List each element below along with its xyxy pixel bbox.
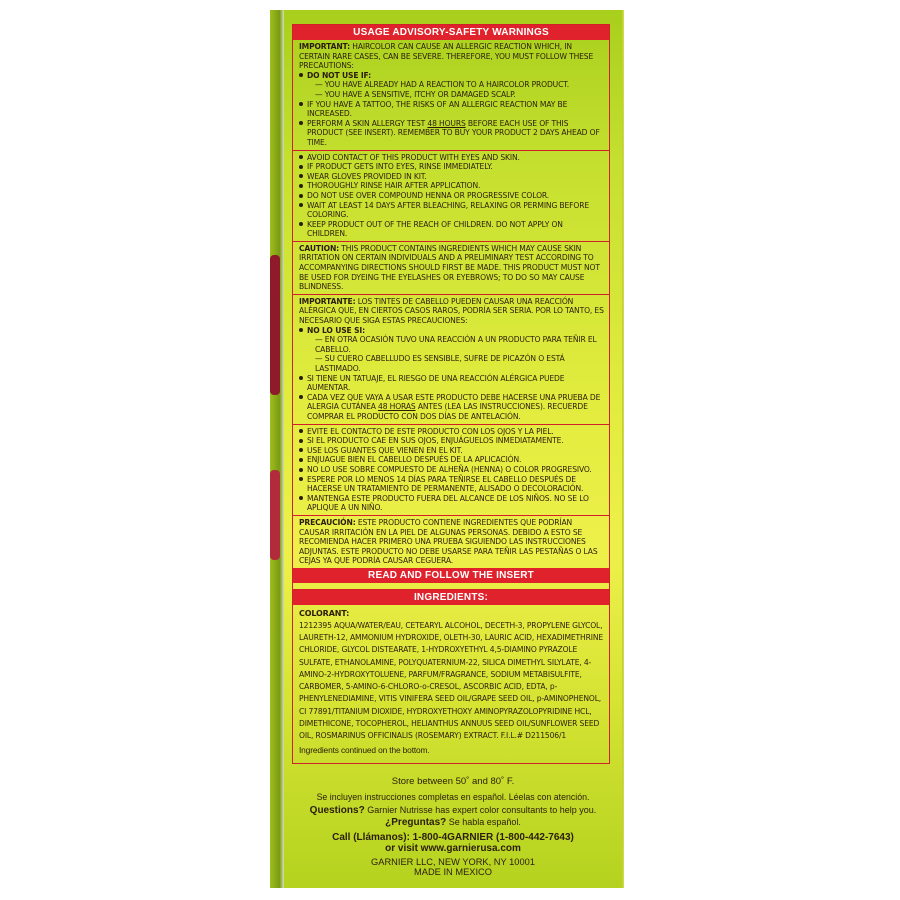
call-line: Call (Llámanos): 1-800-4GARNIER (1-800-442-7643): [332, 832, 574, 843]
es-do-not-use-item: [299, 326, 604, 336]
en-precaution-item: [299, 181, 604, 191]
es-sub-item: — EN OTRA OCASIÓN TUVO UNA REACCIÓN A UN PRODUCTO PARA TEÑIR EL CABELLO.: [315, 335, 597, 354]
bullet-icon: [299, 73, 303, 77]
bullet-icon: [299, 395, 303, 399]
es-important-intro: [299, 297, 604, 326]
en-important-text: HAIRCOLOR CAN CAUSE AN ALLERGIC REACTION WHICH, IN CERTAIN RARE CASES, CAN BE SEVERE. THEREFORE, YOU MUST FOLLOW THESE PRECAUTIONS:: [299, 42, 594, 71]
es-precaution-text: EVITE EL CONTACTO DE ESTE PRODUCTO CON LOS OJOS Y LA PIEL.: [307, 426, 554, 436]
bullet-icon: [299, 184, 303, 188]
en-precautions-section: [293, 151, 609, 242]
es-precaution-item: [299, 455, 604, 465]
es-test-hours: 48 HORAS: [378, 402, 416, 412]
bullet-icon: [299, 376, 303, 380]
es-precaution-text: USE LOS GUANTES QUE VIENEN EN EL KIT.: [307, 445, 463, 455]
colorant-label: COLORANT:: [299, 608, 350, 618]
es-precautions-section: [293, 425, 609, 516]
en-sub-item: — YOU HAVE A SENSITIVE, ITCHY OR DAMAGED SCALP.: [315, 89, 516, 99]
es-skin-test-item: [299, 393, 604, 422]
es-caution-text: ESTE PRODUCTO CONTIENE INGREDIENTES QUE PODRÍAN CAUSAR IRRITACIÓN EN LA PIEL DE ALGUNAS PERSONAS. DEBIDO A ESTO SE RECOMIENDA HACER PRIMERO UNA PRUEBA SIGUIENDO LAS INSTRUCCIONES ADJUNTAS. ESTE PRODUCTO NO DEBE USARSE PARA TEÑIR LAS PESTAÑAS O LAS CEJAS YA QUE PODRÍA CAUSAR CEGUERA.: [299, 517, 598, 566]
es-precaution-item: [299, 446, 604, 456]
footer-block: [284, 776, 622, 877]
bullet-icon: [299, 203, 303, 207]
en-caution-label: CAUTION:: [299, 243, 340, 253]
en-precaution-item: [299, 153, 604, 163]
en-precaution-text: AVOID CONTACT OF THIS PRODUCT WITH EYES AND SKIN.: [307, 152, 520, 162]
bullet-icon: [299, 429, 303, 433]
warnings-frame: [292, 24, 610, 764]
en-sub-item: — YOU HAVE ALREADY HAD A REACTION TO A HAIRCOLOR PRODUCT.: [315, 80, 570, 90]
bullet-icon: [299, 102, 303, 106]
es-precaution-text: NO LO USE SOBRE COMPUESTO DE ALHEÑA (HENNA) O COLOR PROGRESIVO.: [307, 464, 592, 474]
en-test-pre: PERFORM A SKIN ALLERGY TEST: [307, 118, 428, 128]
es-precaution-item: [299, 475, 604, 494]
en-precaution-text: DO NOT USE OVER COMPOUND HENNA OR PROGRESSIVE COLOR.: [307, 190, 550, 200]
en-precaution-item: [299, 220, 604, 239]
ingredients-section: [293, 605, 609, 758]
ingredients-continued: Ingredients continued on the bottom.: [299, 745, 430, 756]
es-tattoo-text: SI TIENE UN TATUAJE, EL RIESGO DE UNA REACCIÓN ALÉRGICA PUEDE AUMENTAR.: [307, 373, 565, 393]
bullet-icon: [299, 477, 303, 481]
es-precaution-text: MANTENGA ESTE PRODUCTO FUERA DEL ALCANCE DE LOS NIÑOS. NO SE LO APLIQUE A UN NIÑO.: [307, 493, 589, 513]
en-precaution-text: IF PRODUCT GETS INTO EYES, RINSE IMMEDIATELY.: [307, 162, 493, 172]
bullet-icon: [299, 448, 303, 452]
en-tattoo-text: IF YOU HAVE A TATTOO, THE RISKS OF AN ALLERGIC REACTION MAY BE INCREASED.: [307, 99, 568, 119]
preguntas-text: Se habla español.: [446, 817, 521, 827]
spanish-instructions-note: Se incluyen instrucciones completas en español. Léelas con atención.: [316, 792, 590, 802]
questions-text: Garnier Nutrisse has expert color consultants to help you.: [364, 805, 597, 815]
en-precaution-text: THOROUGHLY RINSE HAIR AFTER APPLICATION.: [307, 181, 481, 191]
es-important-label: IMPORTANTE:: [299, 296, 356, 306]
en-precaution-item: [299, 191, 604, 201]
storage-note: Store between 50˚ and 80˚ F.: [391, 776, 515, 787]
es-caution-label: PRECAUCIÓN:: [299, 517, 356, 527]
warnings-header: USAGE ADVISORY-SAFETY WARNINGS: [293, 25, 609, 40]
bullet-icon: [299, 222, 303, 226]
en-skin-test-item: [299, 119, 604, 148]
package-side-panel: [284, 10, 622, 888]
package-edge-red-mark: [270, 255, 280, 395]
es-precaution-item: [299, 465, 604, 475]
visit-line: or visit www.garnierusa.com: [385, 843, 521, 854]
bullet-icon: [299, 496, 303, 500]
bullet-icon: [299, 328, 303, 332]
bullet-icon: [299, 458, 303, 462]
bullet-icon: [299, 194, 303, 198]
en-important-label: IMPORTANT:: [299, 42, 351, 51]
es-test-pre: CADA VEZ QUE VAYA A USAR ESTE PRODUCTO DEBE HACERSE UNA PRUEBA DE ALERGIA CUTÁNEA: [307, 392, 601, 412]
es-precaution-item: [299, 436, 604, 446]
en-important-intro: [299, 42, 604, 71]
es-precaution-item: [299, 494, 604, 513]
es-precaution-text: ESPERE POR LO MENOS 14 DÍAS PARA TEÑIRSE EL CABELLO DESPUÉS DE HACERSE UN TRATAMIENTO DE PERMANENTE, ALISADO O DECOLORACIÓN.: [307, 474, 584, 494]
es-tattoo-item: [299, 374, 604, 393]
es-test-post: ANTES (LEA LAS INSTRUCCIONES). RECUERDE COMPRAR EL PRODUCTO CON DOS DÍAS DE ANTELACIÓN.: [307, 402, 588, 421]
ingredients-list: 1212395 AQUA/WATER/EAU, CETEARYL ALCOHOL, DECETH-3, PROPYLENE GLYCOL, LAURETH-12, AMMONIUM HYDROXIDE, OLETH-30, LAURIC ACID, HEXADIMETHRINE CHLORIDE, GLYCOL DISTEARATE, 1-HYDROXYETHYL 4,5-DIAMINO PYRAZOLE SULFATE, ETHANOLAMINE, POLYQUATERNIUM-22, SILICA DIMETHYL SILYLATE, 4-AMINO-2-HYDROXYTOLUENE, PARFUM/FRAGRANCE, SODIUM METABISULFITE, CARBOMER, 5-AMINO-6-CHLORO-o-CRESOL, ASCORBIC ACID, EDTA, p-PHENYLENEDIAMINE, VITIS VINIFERA SEED OIL/GRAPE SEED OIL, p-AMINOPHENOL, CI 77891/TITANIUM DIOXIDE, HYDROXYETHOXY AMINOPYRAZOLOPYRIDINE HCL, DIMETHICONE, TOCOPHEROL, HELIANTHUS ANNUUS SEED OIL/SUNFLOWER SEED OIL, ROSMARINUS OFFICINALIS (ROSEMARY) EXTRACT. F.I.L.# D211506/1: [299, 621, 603, 740]
es-do-not-use-label: NO LO USE SI:: [307, 325, 365, 335]
preguntas-line: [284, 817, 622, 828]
made-in-line: MADE IN MEXICO: [414, 867, 492, 877]
ingredients-header: INGREDIENTS:: [293, 589, 609, 605]
es-precaution-item: [299, 427, 604, 437]
questions-label: Questions?: [309, 805, 365, 816]
en-precaution-text: KEEP PRODUCT OUT OF THE REACH OF CHILDREN. DO NOT APPLY ON CHILDREN.: [307, 219, 563, 239]
en-precaution-text: WAIT AT LEAST 14 DAYS AFTER BLEACHING, RELAXING OR PERMING BEFORE COLORING.: [307, 200, 589, 220]
questions-line: [284, 805, 622, 816]
bullet-icon: [299, 468, 303, 472]
company-line: GARNIER LLC, NEW YORK, NY 10001: [371, 857, 535, 867]
bullet-icon: [299, 165, 303, 169]
es-important-section: [293, 295, 609, 425]
es-precaution-text: ENJUAGUE BIEN EL CABELLO DESPUÉS DE LA APLICACIÓN.: [307, 455, 522, 465]
bullet-icon: [299, 155, 303, 159]
en-precaution-item: [299, 162, 604, 172]
es-important-text: LOS TINTES DE CABELLO PUEDEN CAUSAR UNA REACCIÓN ALÉRGICA QUE, EN CIERTOS CASOS RAROS, PODRÍA SER SERIA. POR LO TANTO, ES NECESARIO QUE SIGA ESTAS PRECAUCIONES:: [299, 296, 604, 326]
es-precaution-text: SI EL PRODUCTO CAE EN SUS OJOS, ENJUÁGUELOS INMEDIATAMENTE.: [307, 436, 564, 446]
bullet-icon: [299, 174, 303, 178]
en-test-hours: 48 HOURS: [427, 118, 466, 128]
en-precaution-text: WEAR GLOVES PROVIDED IN KIT.: [307, 171, 427, 181]
en-do-not-use-item: [299, 71, 604, 81]
read-insert-banner: READ AND FOLLOW THE INSERT: [293, 568, 609, 583]
es-sub-item: — SU CUERO CABELLUDO ES SENSIBLE, SUFRE DE PICAZÓN O ESTÁ LASTIMADO.: [315, 354, 565, 373]
en-important-section: [293, 40, 609, 151]
en-precaution-item: [299, 172, 604, 182]
en-tattoo-item: [299, 100, 604, 119]
bullet-icon: [299, 439, 303, 443]
en-precaution-item: [299, 201, 604, 220]
es-caution-section: [293, 516, 609, 568]
en-test-post: BEFORE EACH USE OF THIS PRODUCT (SEE INSERT). REMEMBER TO BUY YOUR PRODUCT 2 DAYS AHEAD OF TIME.: [307, 118, 600, 147]
en-caution-text: THIS PRODUCT CONTAINS INGREDIENTS WHICH MAY CAUSE SKIN IRRITATION ON CERTAIN INDIVIDUALS AND A PRELIMINARY TEST ACCORDING TO ACCOMPANYING DIRECTIONS SHOULD FIRST BE MADE. THIS PRODUCT MUST NOT BE USED FOR DYEING THE EYELASHES OR EYEBROWS; TO DO SO MAY CAUSE BLINDNESS.: [299, 243, 600, 292]
package-edge-red-mark-lower: [270, 470, 280, 560]
en-caution-section: [293, 242, 609, 295]
bullet-icon: [299, 121, 303, 125]
preguntas-label: ¿Preguntas?: [385, 817, 447, 828]
en-do-not-use-label: DO NOT USE IF:: [307, 70, 372, 80]
